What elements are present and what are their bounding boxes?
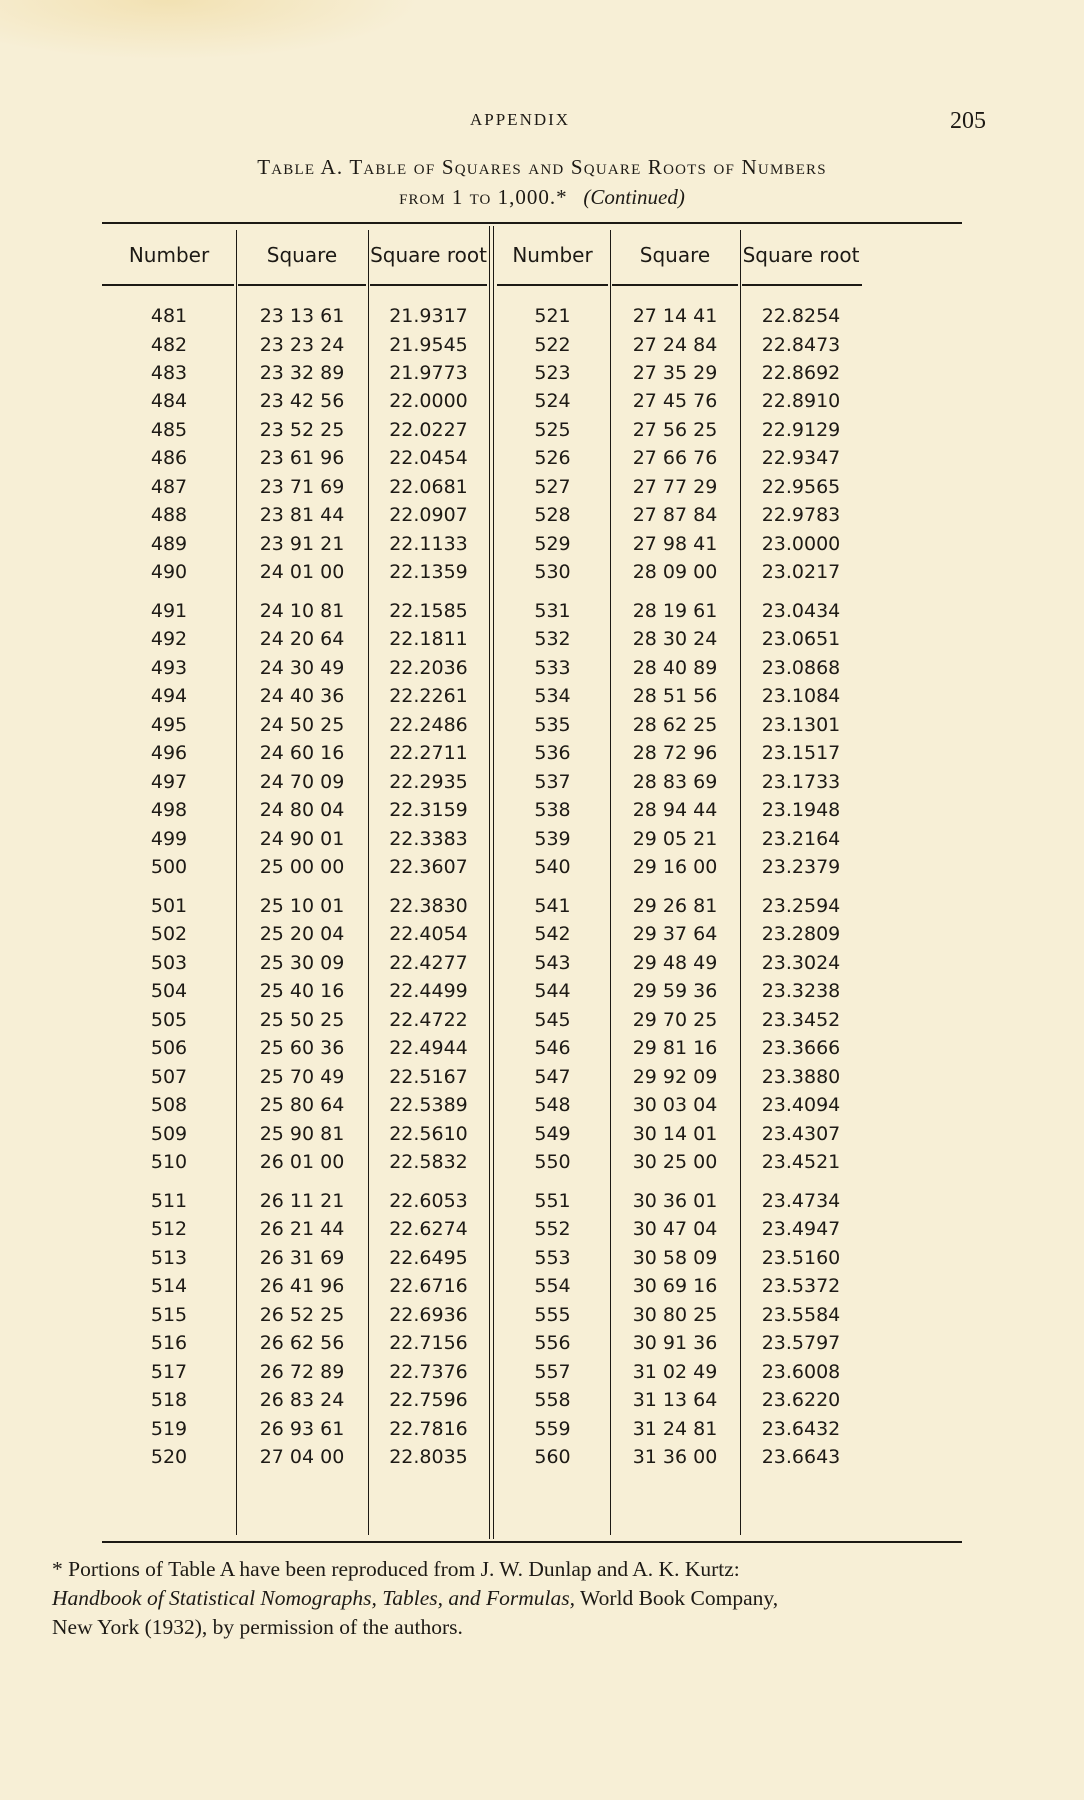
cell-square: 30 25 00: [632, 1151, 718, 1173]
cell-number: 553: [534, 1246, 571, 1269]
cell-square: 26 52 25: [259, 1303, 345, 1326]
cell-square: 24 80 04: [259, 799, 345, 822]
cell-number: 514: [150, 1275, 188, 1298]
cell-number: 489: [150, 532, 188, 555]
cell-number: 552: [534, 1218, 571, 1241]
cell-number: 492: [150, 628, 188, 651]
cell-number: 558: [534, 1389, 571, 1412]
cell-square-root: 22.3159: [389, 799, 468, 822]
cell-number: 540: [534, 856, 571, 878]
cell-square-root: 22.4944: [389, 1037, 468, 1060]
table-bottom-rule: [102, 1541, 962, 1543]
cell-number: 512: [150, 1218, 188, 1241]
cell-number: 547: [534, 1065, 571, 1088]
cell-square: 23 42 56: [259, 390, 345, 413]
cell-square: 29 48 49: [632, 951, 718, 974]
cell-number: 508: [150, 1094, 188, 1117]
cell-square: 24 20 64: [259, 628, 345, 651]
cell-square: 29 26 81: [632, 895, 718, 917]
cell-square-root: 22.4054: [389, 923, 468, 946]
footnote: [52, 1555, 992, 1642]
cell-number: 484: [150, 390, 188, 413]
cell-square-root: 22.5389: [389, 1094, 468, 1117]
cell-square: 27 14 41: [632, 305, 718, 327]
cell-square-root: 22.9347: [761, 447, 841, 470]
cell-number: 502: [150, 923, 188, 946]
cell-square: 28 83 69: [632, 770, 718, 793]
cell-square-root: 22.2036: [389, 656, 468, 679]
cell-square-root: 22.5832: [389, 1151, 468, 1173]
cell-square-root: 23.2379: [761, 856, 841, 878]
cell-square-root: 23.1733: [761, 770, 841, 793]
header-number: Number: [512, 243, 593, 267]
cell-square: 23 71 69: [259, 475, 345, 498]
cell-square-root: 22.1585: [389, 600, 468, 622]
cell-number: 534: [534, 685, 571, 708]
cell-square: 24 40 36: [259, 685, 345, 708]
cell-square: 28 30 24: [632, 628, 718, 651]
cell-number: 499: [150, 827, 188, 850]
cell-number: 482: [150, 333, 188, 356]
cell-number: 532: [534, 628, 571, 651]
table-caption: [100, 152, 984, 212]
cell-square-root: 22.0227: [389, 418, 468, 441]
cell-number: 523: [534, 361, 571, 384]
caption-line-2: [100, 182, 984, 212]
cell-square: 28 51 56: [632, 685, 718, 708]
cell-square: 30 36 01: [632, 1190, 718, 1212]
cell-number: 495: [150, 713, 188, 736]
cell-number: 517: [150, 1360, 188, 1383]
caption-line-1: Table A. Table of Squares and Square Roots of Numbers: [257, 155, 827, 179]
cell-number: 488: [150, 504, 188, 527]
cell-square: 23 13 61: [259, 305, 345, 327]
cell-square-root: 22.2935: [389, 770, 468, 793]
cell-square: 29 92 09: [632, 1065, 718, 1088]
cell-square-root: 23.6008: [761, 1360, 841, 1383]
header-square: Square: [639, 243, 711, 267]
cell-square-root: 22.8035: [389, 1446, 468, 1468]
cell-square: 29 81 16: [632, 1037, 718, 1060]
column-double-divider: [489, 226, 494, 1539]
cell-square-root: 22.2711: [389, 742, 468, 765]
footnote-line-3: New York (1932), by permission of the authors.: [52, 1615, 463, 1639]
running-head: APPENDIX: [470, 110, 571, 129]
cell-number: 506: [150, 1037, 188, 1060]
cell-square: 26 93 61: [259, 1417, 345, 1440]
cell-square: 26 41 96: [259, 1275, 345, 1298]
cell-number: 537: [534, 770, 571, 793]
cell-square: 25 40 16: [259, 980, 345, 1003]
cell-number: 524: [534, 390, 571, 413]
cell-square: 29 37 64: [632, 923, 718, 946]
cell-square-root: 23.4734: [761, 1190, 841, 1212]
cell-square: 25 90 81: [259, 1122, 345, 1145]
cell-square: 23 91 21: [259, 532, 345, 555]
cell-number: 551: [534, 1190, 571, 1212]
header-rule: [102, 284, 234, 286]
cell-square: 29 59 36: [632, 980, 718, 1003]
cell-square-root: 23.5584: [761, 1303, 841, 1326]
cell-square-root: 23.1301: [761, 713, 841, 736]
cell-square: 31 13 64: [632, 1389, 718, 1412]
cell-square: 25 00 00: [259, 856, 345, 878]
page-number: 205: [950, 108, 986, 134]
cell-number: 526: [534, 447, 571, 470]
cell-number: 510: [150, 1151, 188, 1173]
cell-number: 513: [150, 1246, 188, 1269]
cell-square-root: 22.6053: [389, 1190, 468, 1212]
cell-number: 486: [150, 447, 188, 470]
cell-square-root: 22.7596: [389, 1389, 468, 1412]
cell-number: 521: [534, 305, 571, 327]
cell-square-root: 23.4307: [761, 1122, 841, 1145]
cell-number: 548: [534, 1094, 571, 1117]
cell-square-root: 22.6936: [389, 1303, 468, 1326]
cell-square-root: 23.0217: [761, 561, 841, 584]
cell-square-root: 23.4521: [761, 1151, 841, 1173]
cell-square-root: 23.4094: [761, 1094, 841, 1117]
cell-square: 24 50 25: [259, 713, 345, 736]
cell-number: 520: [150, 1446, 188, 1468]
cell-square: 24 10 81: [259, 600, 345, 622]
cell-square: 23 61 96: [259, 447, 345, 470]
cell-number: 538: [534, 799, 571, 822]
cell-square-root: 23.0868: [761, 656, 841, 679]
paper-stain: [0, 0, 420, 60]
cell-number: 483: [150, 361, 188, 384]
cell-square-root: 22.7376: [389, 1360, 468, 1383]
cell-square: 27 66 76: [632, 447, 718, 470]
cell-square-root: 22.0681: [389, 475, 468, 498]
cell-number: 498: [150, 799, 188, 822]
cell-square-root: 22.2261: [389, 685, 468, 708]
table-top-rule: [102, 222, 962, 224]
cell-square-root: 22.6274: [389, 1218, 468, 1241]
cell-square-root: 22.0907: [389, 504, 468, 527]
cell-square: 25 70 49: [259, 1065, 345, 1088]
cell-square-root: 23.1084: [761, 685, 841, 708]
cell-square: 25 30 09: [259, 951, 345, 974]
header-number: Number: [128, 243, 210, 267]
cell-square: 26 31 69: [259, 1246, 345, 1269]
cell-number: 554: [534, 1275, 571, 1298]
cell-square: 30 80 25: [632, 1303, 718, 1326]
header-square-root: Square root: [742, 243, 860, 267]
header-rule: [370, 284, 487, 286]
cell-square-root: 23.6643: [761, 1446, 841, 1468]
cell-square-root: 23.3024: [761, 951, 841, 974]
cell-square: 30 47 04: [632, 1218, 718, 1241]
cell-number: 511: [150, 1190, 188, 1212]
cell-number: 529: [534, 532, 571, 555]
cell-square-root: 23.1948: [761, 799, 841, 822]
cell-number: 493: [150, 656, 188, 679]
cell-square-root: 23.3666: [761, 1037, 841, 1060]
cell-square: 27 24 84: [632, 333, 718, 356]
cell-number: 522: [534, 333, 571, 356]
cell-square-root: 22.4277: [389, 951, 468, 974]
cell-square-root: 22.7156: [389, 1332, 468, 1355]
cell-square-root: 23.3452: [761, 1008, 841, 1031]
cell-square-root: 23.2809: [761, 923, 841, 946]
caption-continued: (Continued): [583, 185, 685, 209]
footnote-book-title: Handbook of Statistical Nomographs, Tables, and Formulas,: [52, 1586, 576, 1610]
cell-square: 25 50 25: [259, 1008, 345, 1031]
cell-square: 24 90 01: [259, 827, 345, 850]
cell-number: 515: [150, 1303, 188, 1326]
cell-square-root: 22.9565: [761, 475, 841, 498]
cell-number: 539: [534, 827, 571, 850]
cell-square-root: 22.8473: [761, 333, 841, 356]
header-rule: [612, 284, 738, 286]
cell-number: 501: [150, 895, 188, 917]
cell-square-root: 21.9773: [389, 361, 468, 384]
cell-square-root: 22.0000: [389, 390, 468, 413]
cell-square-root: 23.3238: [761, 980, 841, 1003]
cell-square: 24 01 00: [259, 561, 345, 584]
cell-number: 550: [534, 1151, 571, 1173]
cell-number: 559: [534, 1417, 571, 1440]
cell-square-root: 22.7816: [389, 1417, 468, 1440]
cell-number: 556: [534, 1332, 571, 1355]
cell-square-root: 23.6432: [761, 1417, 841, 1440]
cell-square-root: 23.5797: [761, 1332, 841, 1355]
cell-number: 535: [534, 713, 571, 736]
cell-square-root: 22.8254: [761, 305, 841, 327]
cell-square: 27 56 25: [632, 418, 718, 441]
cell-square-root: 21.9545: [389, 333, 468, 356]
cell-number: 487: [150, 475, 188, 498]
cell-number: 545: [534, 1008, 571, 1031]
cell-number: 494: [150, 685, 188, 708]
cell-square: 27 04 00: [259, 1446, 345, 1468]
cell-square: 25 80 64: [259, 1094, 345, 1117]
cell-number: 503: [150, 951, 188, 974]
caption-range: from 1 to 1,000.*: [399, 185, 568, 209]
cell-square-root: 22.1133: [389, 532, 468, 555]
cell-square-root: 23.6220: [761, 1389, 841, 1412]
cell-number: 549: [534, 1122, 571, 1145]
cell-number: 542: [534, 923, 571, 946]
cell-square: 26 21 44: [259, 1218, 345, 1241]
cell-square-root: 22.2486: [389, 713, 468, 736]
cell-number: 485: [150, 418, 188, 441]
cell-square: 29 16 00: [632, 856, 718, 878]
cell-square: 27 45 76: [632, 390, 718, 413]
cell-square: 29 70 25: [632, 1008, 718, 1031]
cell-square: 23 32 89: [259, 361, 345, 384]
cell-square: 27 35 29: [632, 361, 718, 384]
cell-square: 28 40 89: [632, 656, 718, 679]
cell-square-root: 22.8692: [761, 361, 841, 384]
cell-square-root: 23.5372: [761, 1275, 841, 1298]
cell-square: 24 30 49: [259, 656, 345, 679]
cell-square: 31 36 00: [632, 1446, 718, 1468]
cell-number: 497: [150, 770, 188, 793]
cell-number: 490: [150, 561, 188, 584]
cell-square-root: 22.9129: [761, 418, 841, 441]
cell-number: 496: [150, 742, 188, 765]
cell-square: 31 02 49: [632, 1360, 718, 1383]
cell-square: 28 72 96: [632, 742, 718, 765]
cell-square: 26 62 56: [259, 1332, 345, 1355]
cell-square: 25 60 36: [259, 1037, 345, 1060]
cell-square: 28 09 00: [632, 561, 718, 584]
cell-number: 509: [150, 1122, 188, 1145]
cell-square-root: 23.1517: [761, 742, 841, 765]
cell-square-root: 22.3830: [389, 895, 468, 917]
cell-square-root: 22.1811: [389, 628, 468, 651]
cell-square: 25 10 01: [259, 895, 345, 917]
cell-square-root: 22.6495: [389, 1246, 468, 1269]
cell-number: 555: [534, 1303, 571, 1326]
cell-square-root: 22.4499: [389, 980, 468, 1003]
cell-number: 530: [534, 561, 571, 584]
cell-square-root: 23.2164: [761, 827, 841, 850]
cell-number: 504: [150, 980, 188, 1003]
cell-number: 546: [534, 1037, 571, 1060]
cell-square-root: 22.3607: [389, 856, 468, 878]
cell-square-root: 22.4722: [389, 1008, 468, 1031]
cell-number: 541: [534, 895, 571, 917]
cell-number: 544: [534, 980, 571, 1003]
squares-table: [102, 222, 962, 1543]
cell-number: 491: [150, 600, 188, 622]
cell-number: 516: [150, 1332, 188, 1355]
footnote-line-1: * Portions of Table A have been reproduced from J. W. Dunlap and A. K. Kurtz:: [52, 1557, 740, 1581]
cell-square: 26 83 24: [259, 1389, 345, 1412]
cell-square: 23 23 24: [259, 333, 345, 356]
header-square-root: Square root: [370, 243, 487, 267]
cell-square-root: 23.5160: [761, 1246, 841, 1269]
cell-square-root: 22.1359: [389, 561, 468, 584]
cell-square-root: 23.4947: [761, 1218, 841, 1241]
cell-number: 536: [534, 742, 571, 765]
header-rule: [238, 284, 366, 286]
footnote-publisher: World Book Company,: [575, 1586, 779, 1610]
cell-square: 25 20 04: [259, 923, 345, 946]
cell-number: 518: [150, 1389, 188, 1412]
cell-square-root: 22.5167: [389, 1065, 468, 1088]
cell-square: 28 62 25: [632, 713, 718, 736]
cell-square-root: 23.0651: [761, 628, 841, 651]
cell-number: 519: [150, 1417, 188, 1440]
header-rule: [742, 284, 862, 286]
cell-square: 26 11 21: [259, 1190, 345, 1212]
cell-square-root: 22.8910: [761, 390, 841, 413]
cell-number: 543: [534, 951, 571, 974]
cell-number: 525: [534, 418, 571, 441]
cell-square-root: 23.0000: [761, 532, 841, 555]
cell-number: 560: [534, 1446, 571, 1468]
cell-square: 26 72 89: [259, 1360, 345, 1383]
cell-square: 30 91 36: [632, 1332, 718, 1355]
cell-square: 31 24 81: [632, 1417, 718, 1440]
cell-number: 481: [150, 305, 188, 327]
cell-square: 28 94 44: [632, 799, 718, 822]
cell-number: 527: [534, 475, 571, 498]
cell-square-root: 22.9783: [761, 504, 841, 527]
cell-square: 30 58 09: [632, 1246, 718, 1269]
cell-number: 505: [150, 1008, 188, 1031]
cell-square-root: 23.0434: [761, 600, 841, 622]
cell-number: 533: [534, 656, 571, 679]
cell-number: 531: [534, 600, 571, 622]
cell-square: 30 03 04: [632, 1094, 718, 1117]
cell-square: 27 87 84: [632, 504, 718, 527]
cell-square: 30 69 16: [632, 1275, 718, 1298]
header-square: Square: [266, 243, 338, 267]
cell-square: 24 70 09: [259, 770, 345, 793]
cell-square-root: 22.6716: [389, 1275, 468, 1298]
cell-square: 26 01 00: [259, 1151, 345, 1173]
header-rule: [497, 284, 608, 286]
cell-square: 29 05 21: [632, 827, 718, 850]
cell-square: 23 52 25: [259, 418, 345, 441]
cell-square: 23 81 44: [259, 504, 345, 527]
cell-number: 528: [534, 504, 571, 527]
cell-square: 27 77 29: [632, 475, 718, 498]
cell-square-root: 23.3880: [761, 1065, 841, 1088]
cell-square-root: 21.9317: [389, 305, 468, 327]
cell-number: 557: [534, 1360, 571, 1383]
cell-number: 500: [150, 856, 188, 878]
cell-square: 27 98 41: [632, 532, 718, 555]
cell-square-root: 22.0454: [389, 447, 468, 470]
cell-square: 30 14 01: [632, 1122, 718, 1145]
cell-square-root: 22.5610: [389, 1122, 468, 1145]
cell-square: 28 19 61: [632, 600, 718, 622]
cell-square-root: 23.2594: [761, 895, 841, 917]
cell-square-root: 22.3383: [389, 827, 468, 850]
cell-number: 507: [150, 1065, 188, 1088]
cell-square: 24 60 16: [259, 742, 345, 765]
